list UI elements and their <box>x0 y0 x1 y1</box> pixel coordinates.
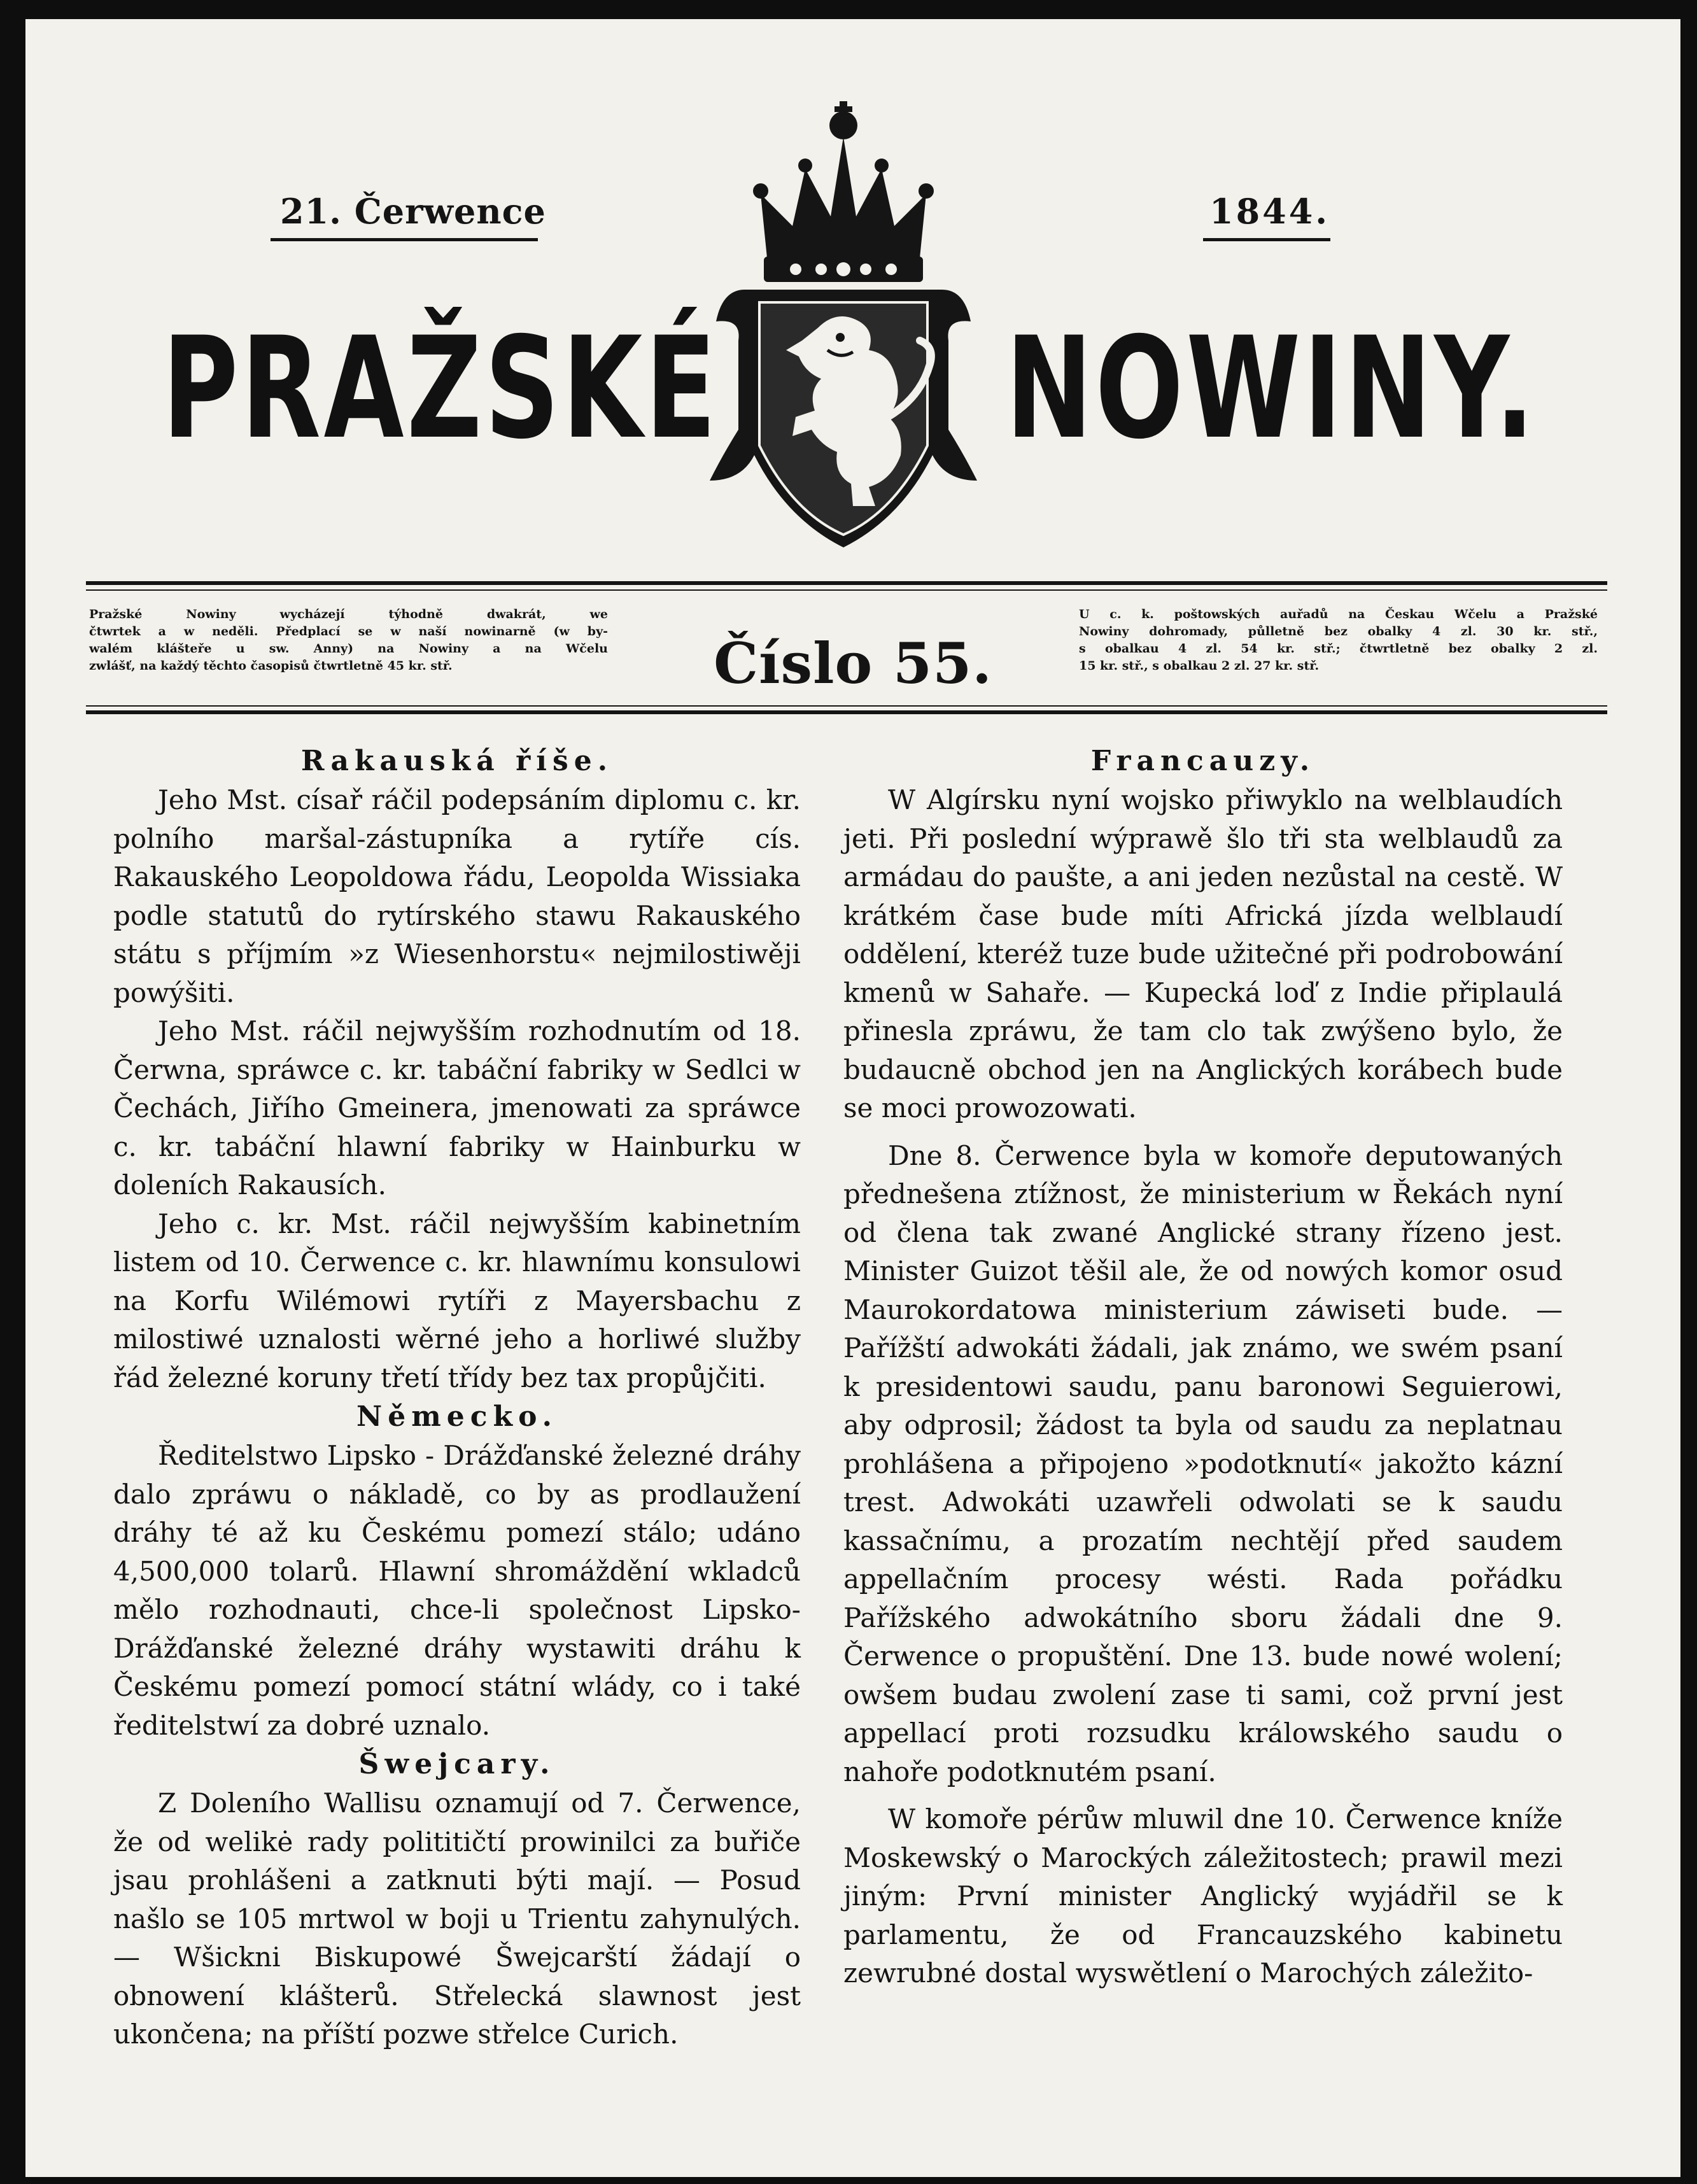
masthead-title-right: NOWINY. <box>1006 307 1537 470</box>
date-underline <box>271 238 538 241</box>
info-line: Pražské Nowiny wycházejí týhodně dwakrát, we <box>89 607 608 621</box>
info-line: zwlášť, na každý těchto časopisů čtwrtletně 45 kr. stř. <box>89 659 453 673</box>
year-underline <box>1203 238 1330 241</box>
info-line: walém klášteře u sw. Anny) na Nowiny a na Wčelu <box>89 642 608 656</box>
article-paragraph: Jeho Mst. ráčil nejwyšším rozhodnutím od 18. Čerwna, spráwce c. kr. tabáční fabriky w Sedlci w Čechách, Jiřího Gmeinera, jmenowati za spráwce c. kr. tabáční hlawní fabriky w Hainburku w doleních Rakausích. <box>113 1015 801 1201</box>
newspaper-page <box>25 19 1680 2177</box>
info-line: 15 kr. stř., s obalkau 2 zl. 27 kr. stř. <box>1079 659 1320 673</box>
issue-number: Číslo 55. <box>714 630 992 696</box>
header-rule-thin <box>86 589 1607 591</box>
section-heading: Francauzy. <box>1090 745 1316 777</box>
article-paragraph: Z Doleního Wallisu oznamují od 7. Čerwence, že od welikė rady polititičtí prowinilci za buřiče jsau prohlášeni a zatknuti býti mají. — Posud našlo se 105 mrtwol w boji u Trientu zahynulých. — Wšickni Biskupowé Šwejcarští žádají o obnowení klášterů. Střelecká slawnost jest ukončena; na příští pozwe střelce Curich. <box>113 1787 801 2050</box>
section-heading: Německo. <box>356 1400 558 1433</box>
issue-date: 21. Čerwence <box>280 191 546 232</box>
masthead-title-left: PRAŽSKÉ <box>162 307 719 470</box>
column-right <box>843 742 1563 1993</box>
bohemian-lion-crest-icon <box>684 99 1003 551</box>
article-paragraph: Dne 8. Čerwence byla w komoře deputowaných přednešena ztížnost, že ministerium w Řekách nyní od člena tak zwané Anglické strany řízeno jest. Minister Guizot těšil ale, že od nowých komor osud Maurokordatowa ministerium záwiseti bude. — Pařížští adwokáti žádali, jak známo, we swém psaní k presidentowi saudu, panu baronowi Seguierowi, aby odprosil; žádost ta byla od saudu za neplatnau prohlášena a připojeno »podotknutí« jakožto kázní trest. Adwokáti uzawřeli odwolati se k saudu kassačnímu, a prozatím nechtějí před saudem appellačním procesy wésti. Rada pořádku Pařížského adwokátního sboru žádali dne 9. Čerwence o propuštění. Dne 13. bude nowé wolení; owšem budau zwolení zase ti sami, což první jest appellací proti rozsudku králowského saudu o nahoře podotknutém psaní. <box>843 1139 1563 1787</box>
article-paragraph: W Algírsku nyní wojsko přiwyklo na welblaudích jeti. Při poslední wýprawě šlo tři sta welblaudů za armádau do paušte, a ani jeden nezůstal na cestě. W krátkém čase bude míti Africká jízda welblaudí oddělení, kteréž tuze bude užitečné při podrobowání kmenů w Sahaře. — Kupecká loď z Indie připlaulá přinesla zpráwu, že tam clo tak zwýšeno bylo, že budaucně obchod jen na Anglických korábech bude se moci prowozowati. <box>843 784 1563 1124</box>
article-paragraph: W komoře pérůw mluwil dne 10. Čerwence kníže Moskewský o Marockých záležitostech; prawil mezi jiným: První minister Anglický wyjádřil se k parlamentu, že od Francauzského kabinetu zewrubné dostal wyswětlení o Marochých záležito- <box>843 1803 1563 1989</box>
info-line: Nowiny dohromady, půlletně bez obalky 4 zl. 30 kr. stř., <box>1079 624 1598 638</box>
article-paragraph: Jeho Mst. císař ráčil podepsáním diplomu c. kr. polního maršal-zástupníka a rytíře cís. Rakauského Leopoldowa řádu, Leopolda Wissiaka podle statutů do rytírského stawu Rakauského státu s příjmím »z Wiesenhorstu« nejmilostiwěji powýšiti. <box>113 784 801 1008</box>
subscription-info-right <box>1079 606 1598 675</box>
header-rule-top <box>86 581 1607 585</box>
header-rule-bottom <box>86 710 1607 714</box>
article-paragraph: Ředitelstwo Lipsko - Drážďanské železné dráhy dalo zpráwu o nákladě, co by as prodlaužení dráhy té až ku Českému pomezí stálo; udáno 4,500,000 tolarů. Hlawní shromáždění wkladců mělo rozhodnauti, chce-li společnost Lipsko-Drážďanské železné dráhy wystawiti dráhu k Českému pomezí pomocí státní wlády, co i také ředitelstwí za dobré uznalo. <box>113 1440 801 1741</box>
info-line: s obalkau 4 zl. 54 kr. stř.; čtwrtletně bez obalky 2 zl. <box>1079 642 1598 656</box>
column-left <box>113 742 801 2054</box>
subscription-info-left <box>89 606 608 675</box>
article-paragraph: Jeho c. kr. Mst. ráčil nejwyšším kabinetním listem od 10. Čerwence c. kr. hlawnímu konsulowi na Korfu Wilémowi rytíři z Mayersbachu z milostiwé uznalosti wěrné jeho a horliwé služby řád železné koruny třetí třídy bez tax propůjčiti. <box>113 1208 801 1393</box>
section-heading: Rakauská říše. <box>300 745 614 777</box>
info-line: U c. k. poštowských auřadů na Českau Wčelu a Pražské <box>1079 607 1598 621</box>
info-line: čtwrtek a w neděli. Předplací se w naší nowinarně (w by- <box>89 624 608 638</box>
section-heading: Šwejcary. <box>358 1748 556 1780</box>
header-rule-thin-bottom <box>86 705 1607 707</box>
issue-year: 1844. <box>1209 191 1330 232</box>
